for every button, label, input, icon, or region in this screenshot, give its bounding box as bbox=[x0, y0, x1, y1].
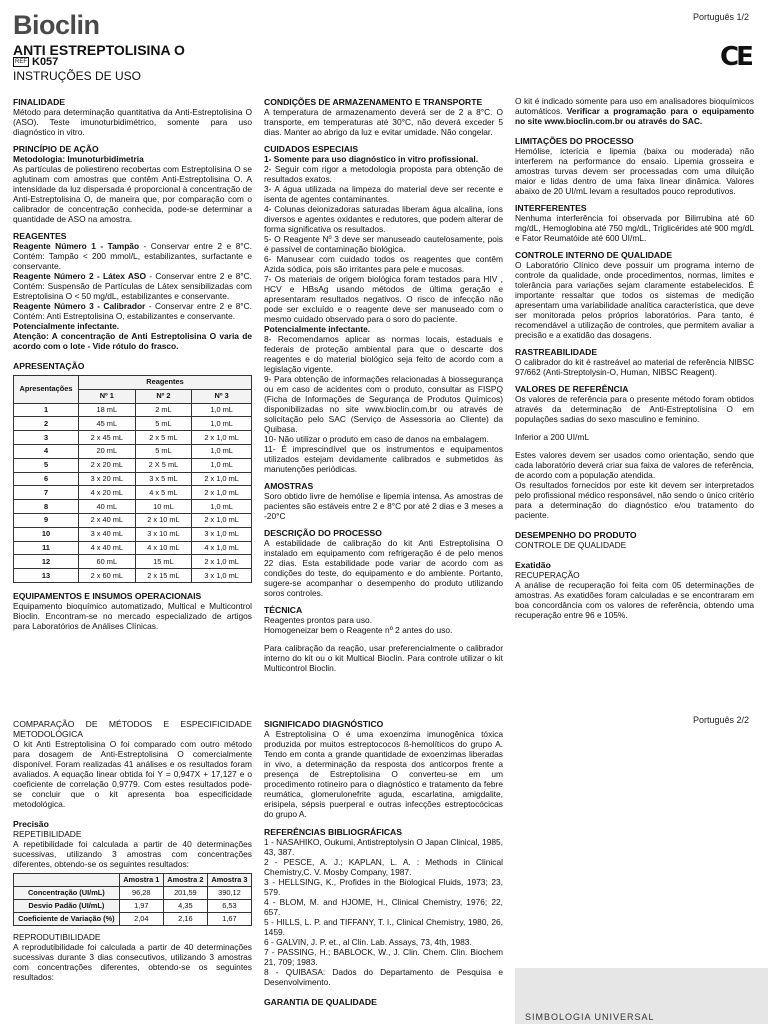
list-item: 9- Para obtenção de informações relacionadas à biossegurança ou em caso de acidentes com o produto, consultar as FISPQ (Ficha de Informações de Segurança de Produtos Químicos) disponibilizadas no site www.bioclin.com.br ou através de solicitação pelo SAC (Serviço de Assessoria ao Cliente) da Quibasa. bbox=[264, 374, 503, 434]
section-heading: VALORES DE REFERÊNCIA bbox=[515, 384, 629, 394]
ref-box: REF bbox=[15, 59, 27, 65]
table-cell: 2 x 20 mL bbox=[79, 458, 136, 472]
references-list bbox=[264, 837, 503, 987]
table-cell: 4 x 5 mL bbox=[135, 486, 192, 500]
paragraph: O kit Anti Estreptolisina O foi comparado com outro método para dosagem de Anti-Estreptolisina O comercialmente disponível. Foram realizadas 41 análises e os resultados foram avaliados. A equação linear obtida foi Y = 0,947X + 17,127 e o coeficiente de correlação 0,9779. Com estes resultados pode-se concluir que o kit apresenta boa especificidade metodológica. bbox=[13, 739, 252, 809]
table-row bbox=[14, 569, 252, 583]
ref-number: K057 bbox=[32, 56, 59, 68]
reference-item: 8 - QUIBASA: Dados do Departamento de Pesquisa e Desenvolvimento. bbox=[264, 967, 503, 987]
table-cell: 1,67 bbox=[207, 913, 251, 926]
paragraph: Atenção: A concentração de Anti Estreptolisina O varia de acordo com o lote - Vide rótulo do frasco. bbox=[13, 331, 252, 351]
table-header: Amostra 1 bbox=[119, 874, 163, 887]
table-cell: 2 x 10 mL bbox=[135, 513, 192, 527]
reagent-1-name: Reagente Número 1 - Tampão bbox=[13, 241, 140, 251]
table-cell: 1,97 bbox=[119, 900, 163, 913]
table-cell: 6,53 bbox=[207, 900, 251, 913]
table-row bbox=[14, 555, 252, 569]
symbology-label: SIMBOLOGIA UNIVERSAL bbox=[525, 1012, 655, 1022]
table-header bbox=[14, 874, 120, 887]
section-heading: INTERFERENTES bbox=[515, 203, 587, 213]
table-header: Nº 1 bbox=[79, 389, 136, 403]
table-cell: 4,35 bbox=[163, 900, 207, 913]
subheading: REPRODUTIBILIDADE bbox=[13, 932, 101, 942]
reference-value: Inferior a 200 UI/mL bbox=[515, 432, 590, 442]
table-cell: 3 x 10 mL bbox=[135, 527, 192, 541]
table-header: Reagentes bbox=[79, 376, 252, 390]
reference-item: 1 - NASAHIKO, Oukumi, Antistreptolysin O Japan Clinical, 1985, 43, 387. bbox=[264, 837, 503, 857]
paragraph: Homogeneizar bem o Reagente nº 2 antes do uso. bbox=[264, 625, 453, 635]
section-heading: REAGENTES bbox=[13, 231, 67, 241]
section-heading: FINALIDADE bbox=[13, 97, 66, 107]
table-cell: 4 x 20 mL bbox=[79, 486, 136, 500]
product-title: ANTI ESTREPTOLISINA O bbox=[13, 42, 185, 58]
table-cell: 60 mL bbox=[79, 555, 136, 569]
table-cell: 9 bbox=[14, 513, 79, 527]
table-cell: 4 bbox=[14, 444, 79, 458]
table-cell: 18 mL bbox=[79, 403, 136, 417]
reference-item: 5 - HILLS, L. P. and TIFFANY, T. I., Clinical Chemistry, 1980, 26, 1459. bbox=[264, 917, 503, 937]
row-header: Coeficiente de Variação (%) bbox=[14, 913, 120, 926]
list-item: 2- Seguir com rigor a metodologia proposta para obtenção de resultados exatos. bbox=[264, 164, 503, 184]
section-heading: AMOSTRAS bbox=[264, 481, 314, 491]
table-cell: 1,0 mL bbox=[192, 458, 252, 472]
section-heading: DESCRIÇÃO DO PROCESSO bbox=[264, 528, 382, 538]
table-cell: 2 x 1,0 mL bbox=[192, 513, 252, 527]
table-cell: 2 x 60 mL bbox=[79, 569, 136, 583]
table-cell: 2 x 15 mL bbox=[135, 569, 192, 583]
table-cell: 45 mL bbox=[79, 417, 136, 431]
list-item: 6- Manusear com cuidado todos os reagentes que contêm Azida sódica, pois são irritantes para pele e mucosas. bbox=[264, 254, 503, 274]
paragraph: A reprodutibilidade foi calculada a partir de 40 determinações sucessivas durante 3 dias consecutivos, utilizando 3 amostras com concentrações diferentes, obtendo-se os seguintes resultados: bbox=[13, 942, 252, 982]
table-row bbox=[14, 900, 252, 913]
table-cell: 40 mL bbox=[79, 500, 136, 514]
page-number: Português 2/2 bbox=[693, 715, 750, 725]
reference-item: 3 - HELLSING, K., Profides in the Biological Fluids, 1973; 23, 579. bbox=[264, 877, 503, 897]
section-heading: SIGNIFICADO DIAGNÓSTICO bbox=[264, 719, 384, 729]
reagent-1 bbox=[13, 241, 252, 271]
table-row bbox=[14, 541, 252, 555]
table-cell: 390,12 bbox=[207, 887, 251, 900]
table-cell: 5 mL bbox=[135, 417, 192, 431]
paragraph: A Estreptolisina O é uma exoenzima imunogênica tóxica produzida por muitos estreptococos ß-hemolíticos do grupo A. Tendo em conta a grande quantidade de exoenzimas liberadas in vivo, a determinação da resposta dos anticorpos frente a presença de Estreptolisina O converteu-se em um procedimento rotineiro para o diagnóstico e tratamento da febre reumática, glomerulonefrite aguda, escarlatina, amigdalite, erisipela, sépsis puerperal e outras infecções estreptocócicas do grupo A. bbox=[264, 729, 503, 819]
table-cell: 2 x 40 mL bbox=[79, 513, 136, 527]
intro-paragraph bbox=[515, 96, 754, 126]
section-heading: LIMITAÇÕES DO PROCESSO bbox=[515, 136, 634, 146]
table-header: Nº 2 bbox=[135, 389, 192, 403]
table-cell: 4 x 40 mL bbox=[79, 541, 136, 555]
paragraph: A análise de recuperação foi feita com 05 determinações de amostras. As exatidões foram calculadas e se encontraram em boa concordância com os valores de referência, obtendo uma recuperação entre 96 e 105%. bbox=[515, 580, 754, 620]
table-header: Amostra 3 bbox=[207, 874, 251, 887]
ref-code bbox=[13, 56, 58, 68]
table-row bbox=[14, 431, 252, 445]
reference-item: 4 - BLOM, M. and HJOME, H., Clinical Chemistry, 1976; 22, 657. bbox=[264, 897, 503, 917]
table-cell: 5 bbox=[14, 458, 79, 472]
symbology-box bbox=[515, 968, 768, 1024]
presentation-table bbox=[13, 375, 252, 583]
table-cell: 7 bbox=[14, 486, 79, 500]
table-cell: 13 bbox=[14, 569, 79, 583]
brand-logo: Bioclin bbox=[13, 10, 100, 40]
table-cell: 10 mL bbox=[135, 500, 192, 514]
table-cell: 2,16 bbox=[163, 913, 207, 926]
list-item: 10- Não utilizar o produto em caso de danos na embalagem. bbox=[264, 434, 489, 444]
table-cell: 1,0 mL bbox=[192, 403, 252, 417]
intro-text: O kit é indicado somente para uso em analisadores bioquímicos automáticos. bbox=[515, 96, 754, 116]
paragraph: Estes valores devem ser usados como orientação, sendo que cada laboratório deverá criar sua faixa de valores de referência, de acordo com a população atendida. bbox=[515, 450, 754, 480]
paragraph: Metodologia: Imunoturbidimetria bbox=[13, 154, 144, 164]
paragraph: Método para determinação quantitativa da Anti-Estreptolisina O (ASO). Teste imunoturbidimétrico, somente para uso diagnóstico in vitro. bbox=[13, 107, 252, 137]
table-cell: 2 mL bbox=[135, 403, 192, 417]
page2-column-1 bbox=[13, 712, 252, 982]
table-cell: 4 x 1,0 mL bbox=[192, 541, 252, 555]
section-heading: CONDIÇÕES DE ARMAZENAMENTO E TRANSPORTE bbox=[264, 97, 483, 107]
table-cell: 96,28 bbox=[119, 887, 163, 900]
reference-item: 7 - PASSING, H.; BABLOCK, W., J. Clin. Chem. Clin. Biochem 21, 709; 1983. bbox=[264, 947, 503, 967]
subheading: RECUPERAÇÃO bbox=[515, 570, 580, 580]
section-heading: CONTROLE INTERNO DE QUALIDADE bbox=[515, 250, 673, 260]
section-heading: APRESENTAÇÃO bbox=[13, 361, 85, 371]
reagent-2-name: Reagente Número 2 - Látex ASO bbox=[13, 271, 146, 281]
table-row bbox=[14, 444, 252, 458]
table-cell: 1,0 mL bbox=[192, 417, 252, 431]
table-row bbox=[14, 527, 252, 541]
paragraph: Os valores de referência para o presente método foram obtidos através da determinação de Anti-Estreptolisina O em populações sadias do sexo masculino e feminino. bbox=[515, 394, 754, 424]
table-cell: 12 bbox=[14, 555, 79, 569]
reagent-1-desc: - Conservar entre 2 e 8°C. Contém: Tampão < 200 mmol/L, estabilizantes, surfactante e conservante. bbox=[13, 241, 252, 271]
table-cell: 3 x 1,0 mL bbox=[192, 527, 252, 541]
table-cell: 20 mL bbox=[79, 444, 136, 458]
table-cell: 4 x 10 mL bbox=[135, 541, 192, 555]
subheading: CONTROLE DE QUALIDADE bbox=[515, 540, 627, 550]
reagent-3-name: Reagente Número 3 - Calibrador bbox=[13, 301, 146, 311]
intro-bold: Verificar a programação para o equipamento no site www.bioclin.com.br ou através do SAC. bbox=[515, 106, 754, 126]
section-heading: TÉCNICA bbox=[264, 605, 303, 615]
table-cell: 15 mL bbox=[135, 555, 192, 569]
table-cell: 2 x 45 mL bbox=[79, 431, 136, 445]
reagent-2 bbox=[13, 271, 252, 301]
precision-table bbox=[13, 873, 252, 926]
reference-item: 2 - PESCE, A. J.; KAPLAN, L. A. : Methods in Clinical Chemistry,C. V. Mosby Company, 1987. bbox=[264, 857, 503, 877]
column-2 bbox=[264, 90, 503, 673]
table-cell: 2 x 1,0 mL bbox=[192, 555, 252, 569]
reagent-2-desc: - Conservar entre 2 e 8°C. Contém: Suspensão de Partículas de Látex sensibilizadas com Estreptolisina O < 50 mg/dL, estabilizantes e conservante. bbox=[13, 271, 252, 301]
paragraph: Reagentes prontos para uso. bbox=[264, 615, 373, 625]
table-cell: 5 mL bbox=[135, 444, 192, 458]
ce-mark-icon: CE bbox=[720, 42, 751, 72]
table-cell: 1,0 mL bbox=[192, 444, 252, 458]
table-row bbox=[14, 486, 252, 500]
table-row bbox=[14, 887, 252, 900]
paragraph: Os resultados fornecidos por este kit devem ser interpretados pelo profissional médico responsável, não sendo o único critério para a determinação do diagnóstico e/ou tratamento do paciente. bbox=[515, 480, 754, 520]
list-item: 11- É imprescindível que os instrumentos e equipamentos utilizados estejam devidamente calibrados e submetidos às manutenções periódicas. bbox=[264, 444, 503, 474]
table-cell: 6 bbox=[14, 472, 79, 486]
section-heading: PRINCÍPIO DE AÇÃO bbox=[13, 144, 99, 154]
section-heading: EQUIPAMENTOS E INSUMOS OPERACIONAIS bbox=[13, 590, 202, 601]
section-heading: GARANTIA DE QUALIDADE bbox=[264, 997, 377, 1007]
subtitle: INSTRUÇÕES DE USO bbox=[13, 69, 142, 83]
table-cell: 3 x 5 mL bbox=[135, 472, 192, 486]
paragraph: Nenhuma interferência foi observada por Bilirrubina até 60 mg/dL, Hemoglobina até 750 mg/dL, Triglicérides até 900 mg/dL e Fator Reumatóide até 600 UI/mL. bbox=[515, 213, 754, 243]
table-cell: 3 x 20 mL bbox=[79, 472, 136, 486]
table-row bbox=[14, 458, 252, 472]
table-cell: 10 bbox=[14, 527, 79, 541]
reagent-3-desc: - Conservar entre 2 e 8°C. Contém: Anti Estreptolisina O, estabilizantes e conservante. bbox=[13, 301, 253, 321]
table-cell: 2 x 1,0 mL bbox=[192, 486, 252, 500]
paragraph: Hemólise, icterícia e lipemia (baixa ou moderada) não interferem na performance do ensaio. Lipemia grosseira e amostras turvas devem ser processadas com uma diluição maior e lidas dentro de uma faixa linear dinâmica. Valores abaixo de 20 UI/mL levam a resultados pouco reprodutivos. bbox=[515, 146, 754, 196]
table-cell: 11 bbox=[14, 541, 79, 555]
table-cell: 2 x 1,0 mL bbox=[192, 472, 252, 486]
row-header: Concentração (UI/mL) bbox=[14, 887, 120, 900]
table-row bbox=[14, 913, 252, 926]
table-cell: 8 bbox=[14, 500, 79, 514]
table-row bbox=[14, 500, 252, 514]
list-item: 7- Os materiais de origem biológica foram testados para HIV , HCV e HBsAg usando métodos de última geração e apresentaram resultados negativos. O risco de infecção não pode ser excluído e o reagente deve ser manuseado com o mesmo cuidado observado para o soro do paciente. bbox=[264, 274, 503, 324]
list-item: 3- A água utilizada na limpeza do material deve ser recente e isenta de agentes contaminantes. bbox=[264, 184, 503, 204]
paragraph: A temperatura de armazenamento deverá ser de 2 a 8°C. O transporte, em temperaturas até 30°C, não deverá exceder 5 dias. Manter ao abrigo da luz e evitar umidade. Não congelar. bbox=[264, 107, 503, 137]
paragraph: Equipamento bioquímico automatizado, Multical e Multicontrol Bioclin. Encontram-se no mercado especializado de artigos para Laboratórios de Análises Clínicas. bbox=[13, 600, 252, 631]
section-heading: Precisão bbox=[13, 819, 49, 829]
list-item: 8- Recomendamos aplicar as normas locais, estaduais e federais de proteção ambiental para que o descarte dos reagentes e do material biológico seja feito de acordo com a legislação vigente. bbox=[264, 334, 503, 374]
paragraph: As partículas de poliestireno recobertas com Estreptolisina O se aglutinam com amostras que contêm Anti-Estreptolisina O. A intensidade da luz dispersada é proporcional à concentração de Anti-Estreptolisina O, de maneira que, por comparação com o calibrador de concentração conhecida, pode-se determinar a quantidade de ASO na amostra. bbox=[13, 164, 252, 224]
list-item: Potencialmente infectante. bbox=[264, 324, 371, 334]
paragraph: Potencialmente infectante. bbox=[13, 321, 120, 331]
paragraph: Soro obtido livre de hemólise e lipemia intensa. As amostras de pacientes são estáveis entre 2 e 8°C por até 2 dias e 3 meses a -20°C bbox=[264, 491, 503, 521]
table-cell: 3 x 1,0 mL bbox=[192, 569, 252, 583]
table-row bbox=[14, 417, 252, 431]
table-cell: 2 x 5 mL bbox=[135, 431, 192, 445]
reagent-3 bbox=[13, 301, 252, 321]
paragraph: A estabilidade de calibração do kit Anti Estreptolisina O instalado em equipamento com refrigeração é de pelo menos 22 dias. Esta estabilidade pode variar de acordo com as condições do teste, do equipamento e do ambiente. Portanto, sugere-se acompanhar o desempenho do produto utilizando soros controles. bbox=[264, 538, 503, 598]
section-heading: COMPARAÇÃO DE MÉTODOS E ESPECIFICIDADE METODOLÓGICA bbox=[13, 719, 252, 739]
table-cell: 2 X 5 mL bbox=[135, 458, 192, 472]
list-item: 5- O Reagente Nº 3 deve ser manuseado cautelosamente, pois é passível de contaminação biológica. bbox=[264, 234, 503, 254]
table-cell: 2 x 1,0 mL bbox=[192, 431, 252, 445]
section-heading: CUIDADOS ESPECIAIS bbox=[264, 144, 359, 154]
paragraph: O Laboratório Clínico deve possuir um programa interno de controle da qualidade, onde procedimentos, normas, limites e tolerância para variações sejam claramente estabelecidos. É importante ressaltar que todos os sistemas de medição apresentam uma variabilidade analítica característica, que deve ser monitorada pelos próprios laboratórios. Para tanto, é recomendável a utilização de controles, que permitem avaliar a precisão e a exatidão das dosagens. bbox=[515, 260, 754, 340]
table-cell: 1 bbox=[14, 403, 79, 417]
table-row bbox=[14, 513, 252, 527]
table-cell: 3 x 40 mL bbox=[79, 527, 136, 541]
table-cell: 2 bbox=[14, 417, 79, 431]
table-cell: 201,59 bbox=[163, 887, 207, 900]
table-cell: 1,0 mL bbox=[192, 500, 252, 514]
subheading: REPETIBILIDADE bbox=[13, 829, 82, 839]
reference-item: 6 - GALVIN, J. P. et., al Clin. Lab. Assays, 73, 4th, 1983. bbox=[264, 937, 472, 947]
section-heading: REFERÊNCIAS BIBLIOGRÁFICAS bbox=[264, 827, 402, 837]
row-header: Desvio Padão (UI/mL) bbox=[14, 900, 120, 913]
table-row bbox=[14, 403, 252, 417]
column-3 bbox=[515, 96, 754, 620]
table-header: Apresentações bbox=[14, 376, 79, 404]
table-row bbox=[14, 472, 252, 486]
table-header: Nº 3 bbox=[192, 389, 252, 403]
paragraph: O calibrador do kit é rastreável ao material de referência NIBSC 97/662 (Anti-Streptolysin-O, Human, NIBSC Reagent). bbox=[515, 357, 754, 377]
list-item: 1- Somente para uso diagnóstico in vitro profissional. bbox=[264, 154, 479, 164]
table-header: Amostra 2 bbox=[163, 874, 207, 887]
section-heading: Exatidão bbox=[515, 560, 551, 570]
table-cell: 2,04 bbox=[119, 913, 163, 926]
paragraph: Para calibração da reação, usar preferencialmente o calibrador interno do kit ou o kit Multical Bioclin. Para controle utilizar o kit Multicontrol Bioclin. bbox=[264, 643, 503, 673]
column-1 bbox=[13, 90, 252, 631]
page-number: Português 1/2 bbox=[693, 12, 750, 22]
section-heading: RASTREABILIDADE bbox=[515, 347, 598, 357]
list-item: 4- Colunas deionizadoras saturadas liberam água alcalina, íons diversos e agentes oxidantes e redutores, que podem alterar de forma significativa os resultados. bbox=[264, 204, 503, 234]
table-cell: 3 bbox=[14, 431, 79, 445]
paragraph: A repetibilidade foi calculada a partir de 40 determinações sucessivas, utilizando 3 amostras com concentrações diferentes, obtendo-se os seguintes resultados: bbox=[13, 839, 252, 869]
section-heading: DESEMPENHO DO PRODUTO bbox=[515, 530, 637, 540]
page2-column-2 bbox=[264, 712, 503, 1007]
